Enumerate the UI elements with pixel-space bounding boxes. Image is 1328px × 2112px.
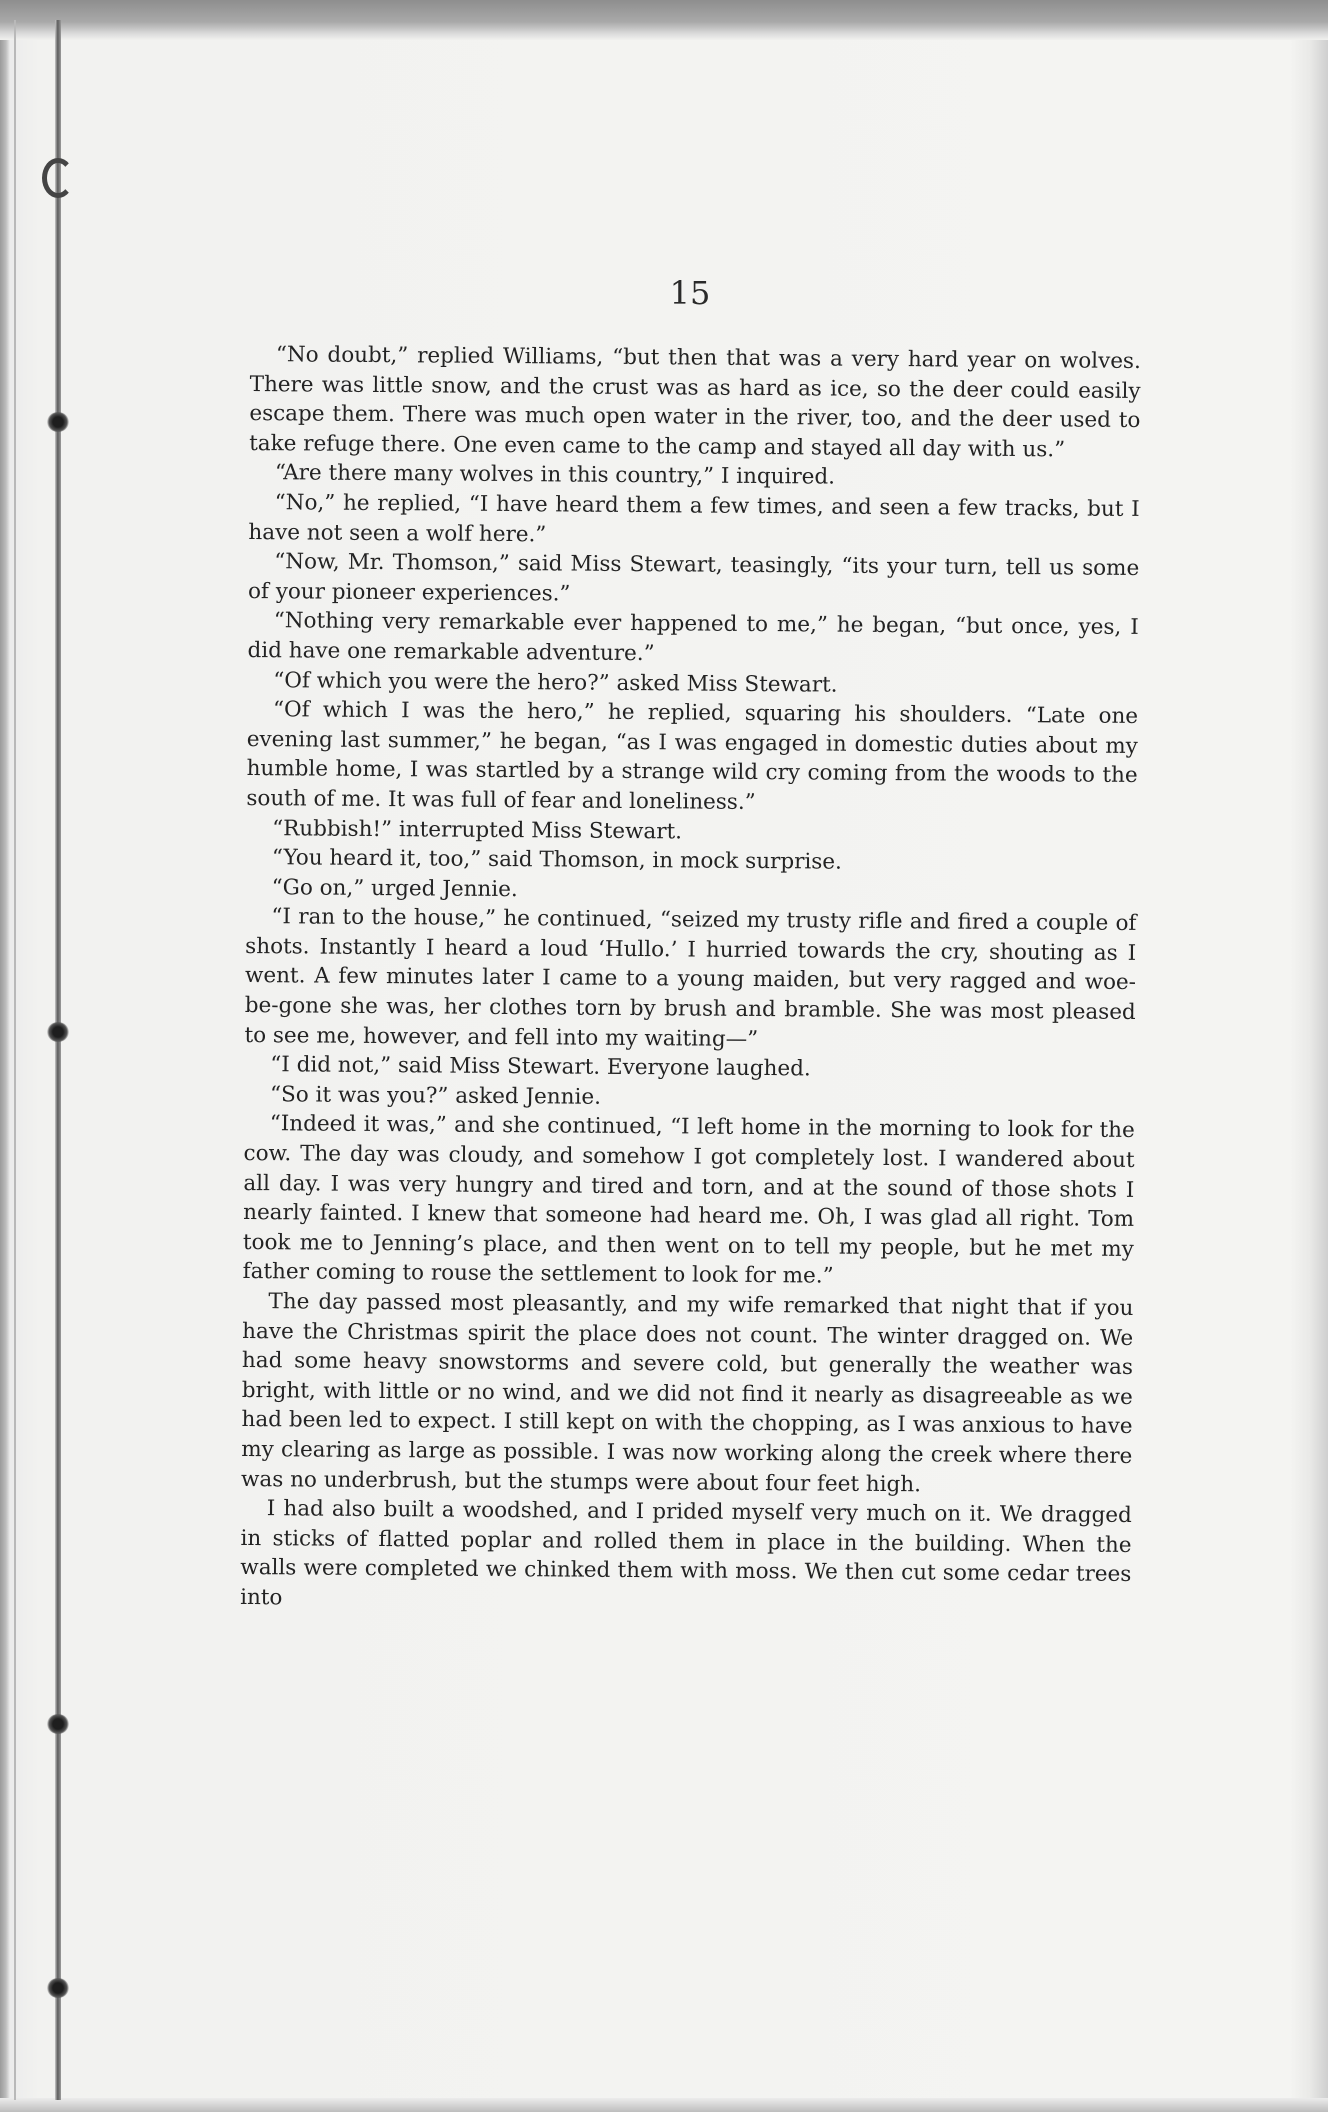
binding-thread	[55, 20, 61, 2100]
paragraph: “I did not,” said Miss Stewart. Everyone laughed.	[270, 1052, 811, 1082]
page-edge-line	[14, 20, 16, 2100]
scanner-bottom-edge	[0, 2098, 1328, 2112]
paragraph: “Indeed it was,” and she continued, “I left home in the morning to look for the cow. The day was cloudy, and somehow I got completely lost. I wandered about all day. I was very hungry and tired and torn, and at the sound of those shots I nearly fainted. I knew that someone had heard me. Oh, I was glad all right. Tom took me to Jenning’s place, and then went on to tell my people, but he met my father coming to rouse the settlement to look for me.”	[242, 1111, 1135, 1290]
paragraph: I had also built a woodshed, and I prided myself very much on it. We dragged in sticks of flatted poplar and rolled them in place in the building. When the walls were completed we chinked them with moss. We then cut some cedar trees into	[240, 1496, 1132, 1611]
paragraph: “So it was you?” asked Jennie.	[269, 1082, 602, 1110]
paragraph: “Of which you were the hero?” asked Miss Stewart.	[273, 667, 838, 698]
paragraph: The day passed most pleasantly, and my wife remarked that night that if you have the Christmas spirit the place does not count. The winter dragged on. We had some heavy snowstorms and severe cold, but generally the weather was bright, with little or no wind, and we did not find it nearly as disagreeable as we had been led to expect. I still kept on with the chopping, as I was anxious to have my clearing as large as possible. I was now working along the creek where there was no underbrush, but the stumps were about four feet high.	[240, 1289, 1134, 1497]
paragraph: “Of which I was the hero,” he replied, squaring his shoulders. “Late one evening last summer,” he began, “as I was engaged in domestic duties about my humble home, I was startled by a strange wild cry coming from the woods to the south of me. It was full of fear and loneliness.”	[246, 697, 1139, 815]
paragraph: “Rubbish!” interrupted Miss Stewart.	[272, 815, 683, 844]
binding-knot	[47, 1022, 69, 1042]
body-text	[240, 340, 1141, 1619]
paragraph: “I ran to the house,” he continued, “seized my trusty rifle and fired a couple of shots. Instantly I heard a loud ‘Hullo.’ I hurried towards the cry, shouting as I went. A few minutes later I came to a young maiden, but very ragged and woe-be-gone she was, her clothes torn by brush and bramble. She was most pleased to see me, however, and fell into my waiting—”	[244, 904, 1137, 1052]
scanner-top-edge	[0, 0, 1328, 40]
paragraph: “Are there many wolves in this country,” I inquired.	[274, 460, 836, 490]
binding-knot	[47, 412, 69, 432]
binding-knot	[47, 1714, 69, 1734]
binding-knot	[47, 1978, 69, 1998]
binding-ring	[42, 158, 74, 198]
page-number: 15	[669, 274, 711, 312]
paragraph: “Now, Mr. Thomson,” said Miss Stewart, teasingly, “its your turn, tell us some of your pioneer experiences.”	[247, 549, 1140, 607]
paragraph: “You heard it, too,” said Thomson, in mock surprise.	[271, 845, 842, 875]
paragraph: “No,” he replied, “I have heard them a few times, and seen a few tracks, but I have not seen a wolf here.”	[248, 490, 1140, 547]
paragraph: “Nothing very remarkable ever happened to me,” he began, “but once, yes, I did have one remarkable adventure.”	[247, 608, 1139, 667]
paragraph: “No doubt,” replied Williams, “but then that was a very hard year on wolves. There was little snow, and the crust was as hard as ice, so the deer could easily escape them. There was much open water in the river, too, and the deer used to take refuge there. One even came to the camp and stayed all day with us.”	[249, 342, 1141, 463]
paragraph: “Go on,” urged Jennie.	[271, 874, 518, 902]
